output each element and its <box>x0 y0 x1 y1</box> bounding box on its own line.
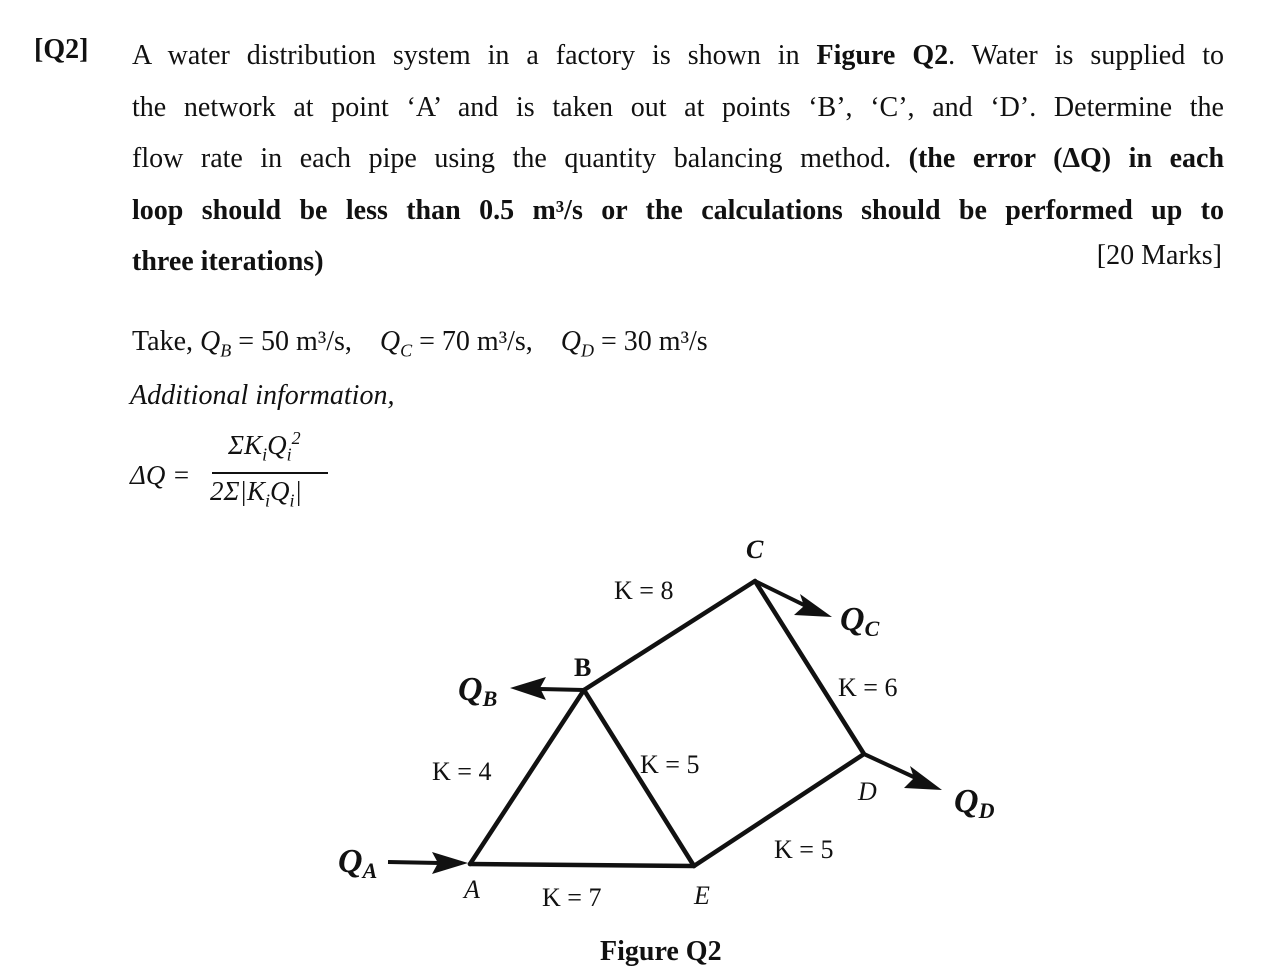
node-label-d: D <box>858 777 877 806</box>
figure-ref: Figure Q2 <box>816 40 949 71</box>
flow-label-qb: QB <box>458 671 498 711</box>
qb-arrow <box>540 689 584 690</box>
marks-label: [20 Marks] <box>1096 240 1222 271</box>
pipe-label-ae: K = 7 <box>542 883 602 912</box>
pipe-ae <box>470 864 694 866</box>
qd-arrowhead <box>904 766 942 790</box>
node-label-e: E <box>694 881 710 910</box>
formula-numerator: $\Sigma K_iQ_i^2$ <box>228 428 301 465</box>
line3-a: flow rate in each pipe using the quantity balancing method. <box>132 143 909 174</box>
question-number: [Q2] <box>34 34 89 65</box>
question-line-4: loop should be less than 0.5 m³/s or the calculations should be performed up to <box>132 194 1224 226</box>
pipe-label-ab: K = 4 <box>432 757 492 786</box>
question-line-5: three iterations) <box>132 246 324 277</box>
flow-label-qd: QD <box>954 783 995 823</box>
qc-value: = 70 m³/s, <box>412 326 533 357</box>
qb-q: Q <box>200 326 221 357</box>
formula-lhs: ΔQ = <box>130 460 191 490</box>
question-line-2: the network at point ‘A’ and is taken out at points ‘B’, ‘C’, and ‘D’. Determine the <box>132 91 1224 123</box>
qb-value: = 50 m³/s, <box>231 326 352 357</box>
pipe-label-cd: K = 6 <box>838 673 898 702</box>
qd-arrow <box>864 754 918 779</box>
qc-q: Q <box>379 326 401 357</box>
line1-a: A water distribution system in a factory is shown in <box>132 40 817 71</box>
figure-caption: Figure Q2 <box>600 936 722 967</box>
qb-sub: B <box>220 340 232 361</box>
line3-b: (the error (ΔQ) in each <box>908 143 1225 174</box>
take-label: Take, <box>132 326 194 357</box>
node-label-c: C <box>746 535 764 564</box>
qc-arrowhead <box>794 594 832 617</box>
qd-q: Q <box>560 326 582 357</box>
pipe-label-de: K = 5 <box>774 835 834 864</box>
node-label-b: B <box>574 653 592 682</box>
pipe-label-be: K = 5 <box>640 750 700 779</box>
additional-info: Additional information, <box>130 380 395 411</box>
qc-sub: C <box>400 340 413 361</box>
num-text: ΣK <box>228 430 263 460</box>
qd-sub: D <box>581 340 595 361</box>
qd-value: = 30 m³/s <box>594 326 708 357</box>
den-text: 2Σ|K <box>210 476 265 506</box>
flow-label-qa: QA <box>338 843 378 883</box>
pipe-label-bc: K = 8 <box>614 576 674 605</box>
formula-denominator: $2\Sigma|K_iQ_i|$ <box>210 476 302 511</box>
line1-b: . Water is supplied to <box>948 40 1224 71</box>
node-label-a: A <box>464 875 480 904</box>
flow-label-qc: QC <box>840 601 880 641</box>
qa-arrow <box>388 862 440 863</box>
